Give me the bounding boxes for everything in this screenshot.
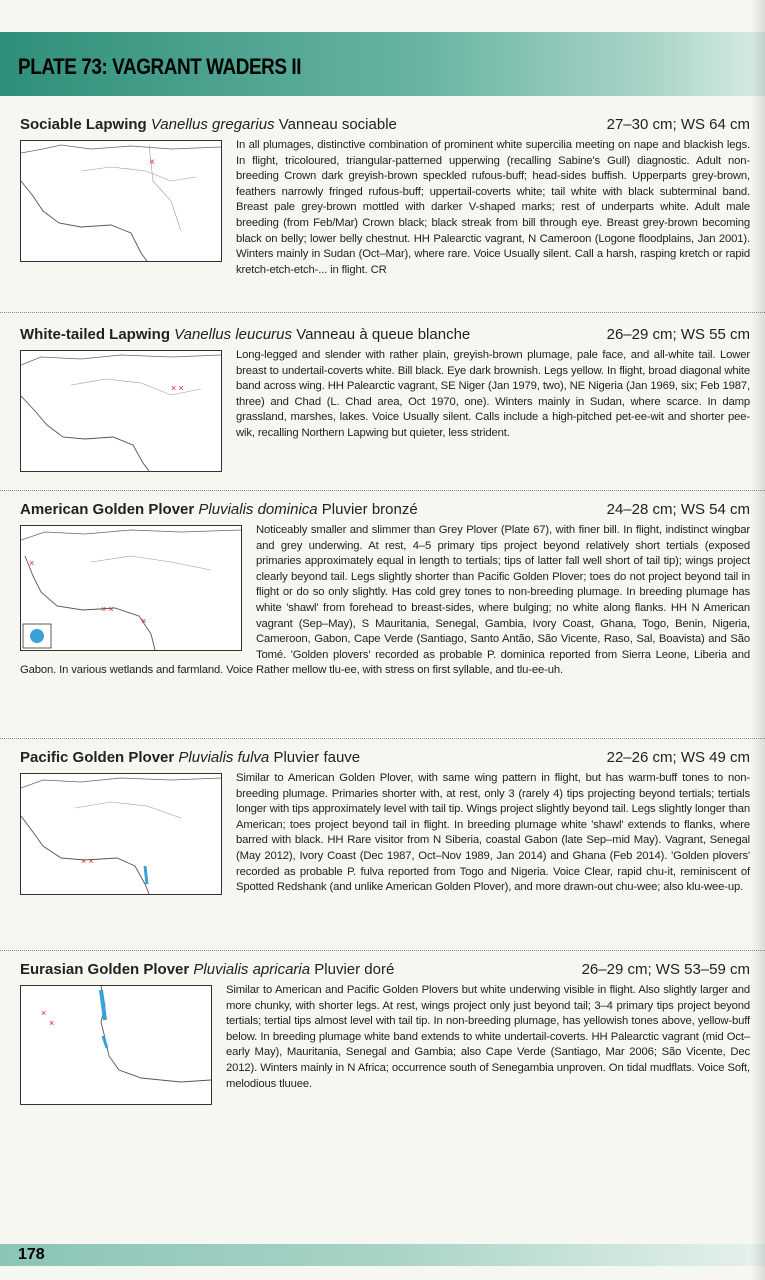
- species-common-name: Pacific Golden Plover: [20, 749, 175, 766]
- record-marker: ×: [141, 616, 147, 626]
- range-map: [20, 140, 222, 262]
- species-common-name: Eurasian Golden Plover: [20, 961, 190, 978]
- species-scientific-name: Pluvialis fulva: [178, 749, 270, 766]
- page-number: 178: [18, 1246, 45, 1263]
- species-header: [20, 116, 750, 138]
- species-common-name: American Golden Plover: [20, 501, 195, 518]
- page-footer: [0, 1244, 765, 1266]
- record-marker: ×: [41, 1008, 47, 1018]
- species-common-name: White-tailed Lapwing: [20, 326, 170, 343]
- description-text: In all plumages, distinctive combination of prominent white supercilia meeting on nape and blackish legs. In flight, tricoloured, triangular-patterned upperwing (recalling Sabine's Gull) diagnostic. Adult non-breeding Crown dark greyish-brown speckled rufous-buff; head-sides buffish. Upperparts grey-brown, feathers narrowly fringed rufous-buff; uppertail-coverts white; tail white with black subterminal band. Breast pale grey-brown mottled with darker V-shaped marks; rest of underparts white. Adult male breeding (from Feb/Mar) Crown black; black streak from bill through eye. Breast grey-brown becoming black on belly; lower belly chestnut. HH Palearctic vagrant, N Cameroon (Logone floodplains, Jan 2001). Winters mainly in Sudan (Oct–Mar), where rare. Voice Usually silent. Call a harsh, rasping kretch or rapid kretch-etch-etch-... in flight. CR: [236, 139, 750, 276]
- species-description: [20, 138, 750, 278]
- record-marker: × ×: [101, 604, 114, 614]
- description-text: Noticeably smaller and slimmer than Grey Plover (Plate 67), with finer bill. In flight, indistinct wingbar and grey underwing. At rest, 4–5 primary tips project beyond relatively short tertials (exposed primaries approximately equal in length to tertials; tips of latter fall well short of tail tip); wings project clearly beyond tail. Legs slightly shorter than Pacific Golden Plover; toes do not project beyond tail in flight or do so only slightly. Has cold grey tones to non-breeding plumage. In breeding plumage has white 'shawl' from forehead to breast-sides, where bulging; no white along flanks. HH N American vagrant (Sep–May), S Mauritania, Senegal, Gambia, Ivory Coast, Ghana, Togo, Benin, Nigeria, Cameroon, Gabon, Cape Verde (Santiago, Santo Antão, São Vicente, Raso, Sal, Boavista) and São Tomé. 'Golden plovers' recorded as probable P. dominica reported from Sierra Leone, Liberia and Gabon. In various wetlands and farmland. Voice Rather mellow tlu-ee, with stress on first syllable, and tlu-ee-uh.: [20, 524, 750, 677]
- species-french-name: Pluvier doré: [314, 961, 395, 978]
- species-description: [20, 771, 750, 896]
- record-marker: × ×: [171, 383, 184, 393]
- range-map: [20, 350, 222, 472]
- record-marker: ×: [149, 157, 155, 168]
- record-marker: ×: [29, 558, 35, 568]
- page-edge-shadow: [751, 0, 765, 1280]
- description-text: Long-legged and slender with rather plain, greyish-brown plumage, pale face, and all-white tail. Lower breast to undertail-coverts white. Bill black. Eye dark brownish. Legs yellow. In flight, broad diagonal white band across wing. HH Palearctic vagrant, SE Niger (Jan 1979, two), NE Nigeria (Jan 1969, six; Feb 1987, three) and Chad (L. Chad area, Oct 1970, one). Winters mainly in Sudan, where scarce. In damp grassland, marshes, lakes. Voice Usually silent. Calls include a high-pitched pet-ee-wit and shorter pee-wik, recalling Northern Lapwing but quieter, less strident.: [236, 349, 750, 439]
- divider: [0, 950, 765, 951]
- species-header: [20, 749, 750, 771]
- species-size: 27–30 cm; WS 64 cm: [606, 116, 750, 133]
- species-french-name: Vanneau sociable: [278, 116, 397, 133]
- description-text: Similar to American and Pacific Golden Plovers but white underwing visible in flight. Also slightly larger and more chunky, with shorter legs. At rest, wings project only just beyond tail; 3–4 primary tips project beyond tertials; tertial tips almost level with tail tip. In non-breeding plumage, has yellowish tones above, yellow-buff below. In breeding plumage white band extends to white undertail-coverts. HH Palearctic vagrant (mid Oct–early May), Mauritania, Senegal and Gambia; also Cape Verde (Santiago, Mar 2006; São Vicente, Dec 2012). Winters mainly in N Africa; occurrence south of Senegambia unproven. On tidal mudflats. Voice Soft, melodious tluuee.: [226, 984, 750, 1090]
- range-map: [20, 773, 222, 895]
- species-description: [20, 348, 750, 442]
- range-map: [20, 985, 212, 1105]
- divider: [0, 490, 765, 491]
- species-french-name: Pluvier fauve: [273, 749, 361, 766]
- divider: [0, 312, 765, 313]
- record-marker: ×: [49, 1018, 55, 1028]
- species-scientific-name: Vanellus gregarius: [150, 116, 275, 133]
- species-size: 26–29 cm; WS 55 cm: [606, 326, 750, 343]
- species-french-name: Vanneau à queue blanche: [296, 326, 471, 343]
- species-header: [20, 326, 750, 348]
- species-header: [20, 961, 750, 983]
- species-entry-pacific-golden-plover: [20, 749, 750, 899]
- plate-title: PLATE 73: VAGRANT WADERS II: [18, 54, 302, 79]
- species-entry-american-golden-plover: [20, 501, 750, 679]
- species-entry-white-tailed-lapwing: [20, 326, 750, 476]
- species-description: [20, 523, 750, 679]
- species-size: 24–28 cm; WS 54 cm: [606, 501, 750, 518]
- record-marker: × ×: [81, 856, 94, 866]
- species-french-name: Pluvier bronzé: [321, 501, 418, 518]
- species-scientific-name: Pluvialis apricaria: [193, 961, 311, 978]
- species-scientific-name: Vanellus leucurus: [174, 326, 293, 343]
- species-scientific-name: Pluvialis dominica: [198, 501, 318, 518]
- species-entry-eurasian-golden-plover: [20, 961, 750, 1109]
- species-header: [20, 501, 750, 523]
- range-map: [20, 525, 242, 651]
- species-entry-sociable-lapwing: [20, 116, 750, 278]
- description-text: Similar to American Golden Plover, with same wing pattern in flight, but has warm-buff tones to non-breeding plumage. Primaries shorter with, at rest, only 3 (rarely 4) tips projecting beyond tertials; tertials longer with tips approximately level with tail tip. Wings project slightly beyond tail. Legs slightly longer than American; toes project beyond tail in flight. In breeding plumage white 'shawl' extends to flanks, where barred with black. HH Rare visitor from N Siberia, coastal Gabon (late Sep–mid May). Vagrant, Senegal (May 2012), Ivory Coast (Dec 1987, Oct–Nov 1989, Jan 2014) and Ghana (Feb 2014). 'Golden plovers' recorded as probable P. fulva reported from Togo and Nigeria. Voice Clear, rapid chu-it, reminiscent of Spotted Redshank (and unlike American Golden Plover), and more drawn-out chu-wee; also klu-wee-up.: [236, 772, 750, 894]
- species-size: 26–29 cm; WS 53–59 cm: [581, 961, 750, 978]
- species-description: [20, 983, 750, 1092]
- plate-header: [0, 32, 765, 96]
- species-size: 22–26 cm; WS 49 cm: [606, 749, 750, 766]
- species-common-name: Sociable Lapwing: [20, 116, 147, 133]
- divider: [0, 738, 765, 739]
